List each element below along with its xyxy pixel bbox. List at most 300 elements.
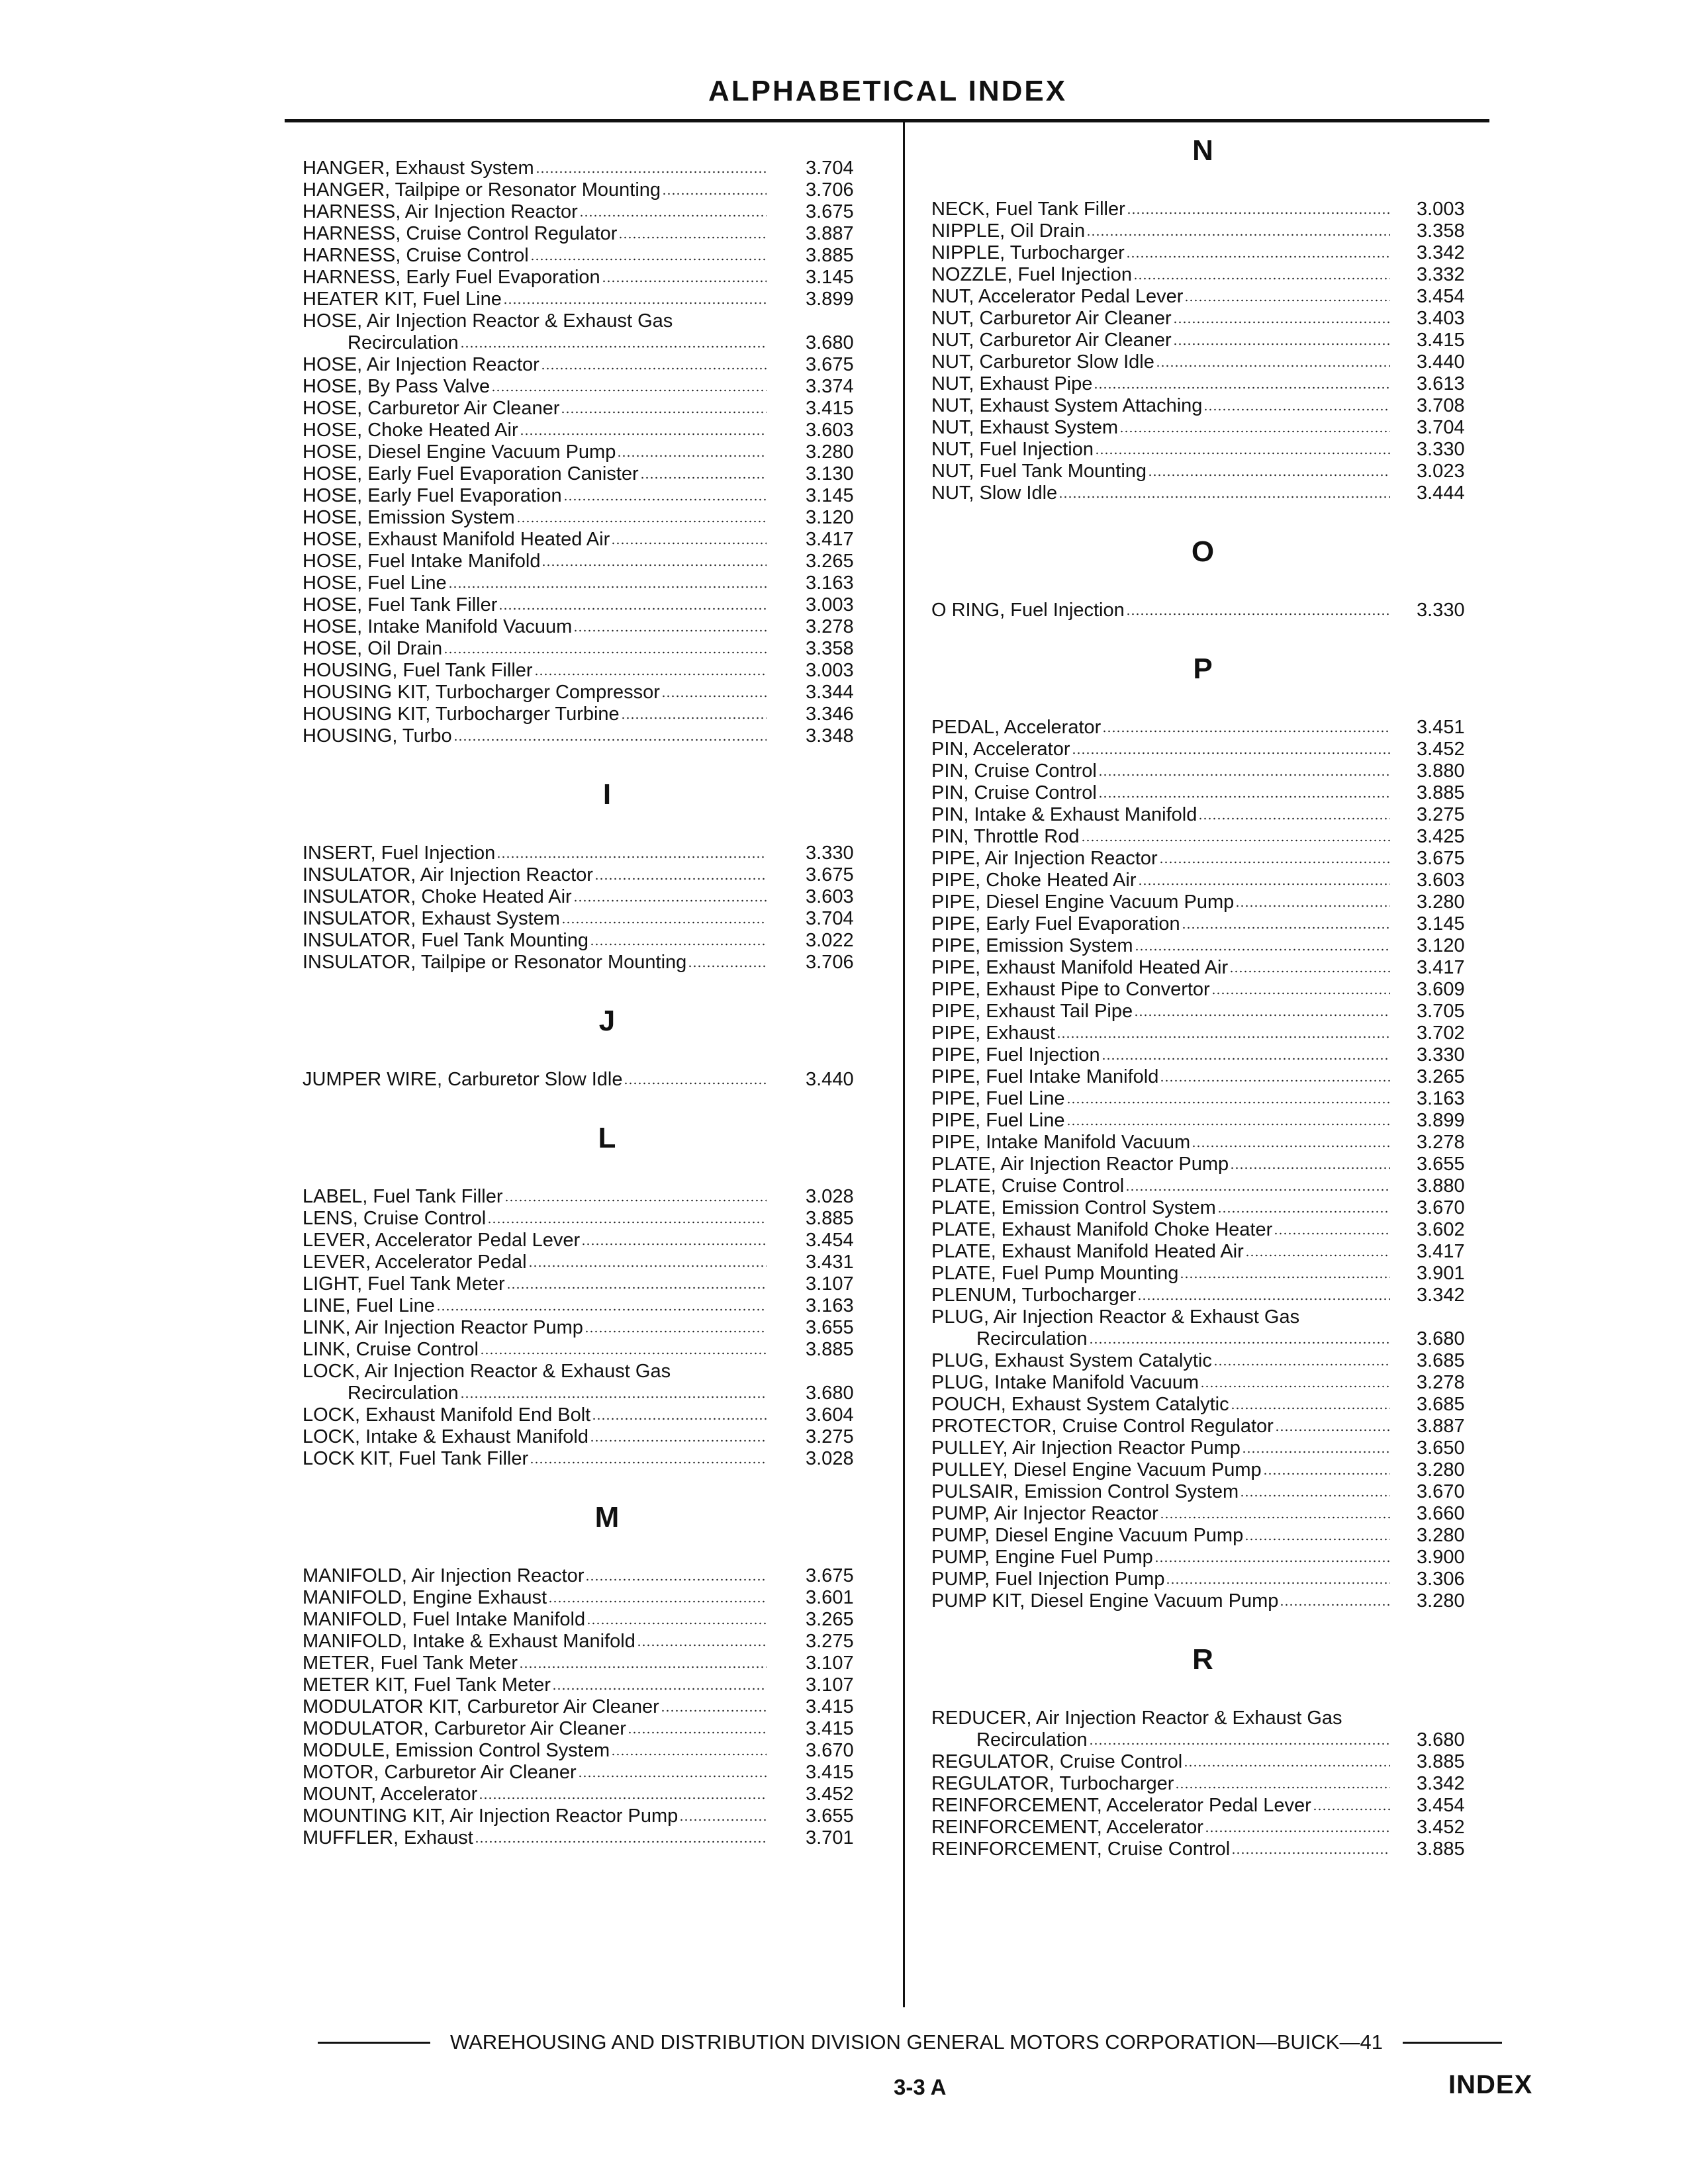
entry-text: REINFORCEMENT, Accelerator Pedal Lever [931,1795,1311,1816]
index-column-right [931,132,1489,1860]
index-entry-continuation [303,332,902,354]
leader-dots [498,607,767,611]
entry-text-continued: Recirculation [348,1383,459,1404]
entry-text: REGULATOR, Cruise Control [931,1751,1183,1772]
leader-dots [1081,839,1390,842]
index-entry [931,1459,1489,1481]
leader-dots [530,1461,767,1465]
entry-text: NUT, Exhaust System [931,417,1119,438]
leader-dots [1058,495,1390,499]
entry-page: 3.278 [1417,1132,1465,1153]
leader-dots [1089,1742,1390,1746]
entry-page: 3.431 [806,1251,854,1273]
entry-text: NIPPLE, Turbocharger [931,242,1125,263]
entry-page: 3.454 [1417,1795,1465,1816]
leader-dots [1066,1101,1391,1105]
entry-text: MOUNT, Accelerator [303,1784,478,1805]
leader-dots [579,214,767,218]
index-entry [303,842,902,864]
entry-text: REDUCER, Air Injection Reactor & Exhaust Gas [931,1707,1342,1729]
entry-page: 3.332 [1417,264,1465,285]
index-entry [303,1696,902,1718]
entry-page: 3.415 [806,398,854,419]
section-letter-r: R [1192,1643,1213,1676]
leader-dots [1173,342,1390,346]
entry-page: 3.415 [806,1762,854,1783]
index-entry [931,848,1489,870]
leader-dots [1133,277,1390,281]
title-rule [285,119,1489,122]
entry-text: HANGER, Exhaust System [303,158,534,179]
entry-page: 3.278 [1417,1372,1465,1393]
leader-dots [1274,1232,1390,1236]
leader-dots [1119,430,1390,433]
entry-page: 3.358 [1417,220,1465,242]
leader-dots [1098,773,1390,777]
leader-dots [1160,1079,1390,1083]
leader-dots [1126,255,1390,259]
entry-text: PLUG, Intake Manifold Vacuum [931,1372,1199,1393]
index-entry [303,1186,902,1208]
entry-page: 3.887 [1417,1416,1465,1437]
footer-rule-left [318,2042,430,2044]
index-entry [931,826,1489,848]
entry-page: 3.901 [1417,1263,1465,1284]
entry-page: 3.675 [806,354,854,375]
entry-text: HOSE, Early Fuel Evaporation Canister [303,463,639,484]
index-entry [303,1426,902,1448]
entry-text: MOUNTING KIT, Air Injection Reactor Pump [303,1805,679,1827]
leader-dots [1089,1341,1390,1345]
leader-dots [1134,1013,1390,1017]
index-entry [931,1154,1489,1175]
index-entry [931,1023,1489,1044]
index-entry [931,1197,1489,1219]
index-entry [931,1773,1489,1795]
entry-text: INSULATOR, Exhaust System [303,908,560,929]
leader-dots [534,672,767,676]
leader-dots [624,1081,767,1085]
entry-page: 3.452 [1417,1817,1465,1838]
index-entry [931,482,1489,504]
entry-text: PUMP KIT, Diesel Engine Vacuum Pump [931,1590,1279,1612]
leader-dots [1231,1406,1390,1410]
leader-dots [637,1643,767,1647]
index-entry [303,1448,902,1470]
index-entry [931,461,1489,482]
entry-text: MANIFOLD, Intake & Exhaust Manifold [303,1631,635,1652]
entry-page: 3.675 [806,1565,854,1586]
entry-page: 3.885 [806,1339,854,1360]
index-entry [303,1805,902,1827]
index-entry [931,1132,1489,1154]
footer-rule-right [1403,2042,1502,2044]
entry-page: 3.680 [1417,1729,1465,1751]
entry-text: MOTOR, Carburetor Air Cleaner [303,1762,577,1783]
leader-dots [1156,364,1390,368]
index-entry [931,1219,1489,1241]
entry-page: 3.601 [806,1587,854,1608]
entry-page: 3.265 [806,551,854,572]
entry-text: MANIFOLD, Air Injection Reactor [303,1565,585,1586]
leader-dots [1229,970,1390,974]
index-entry [931,1175,1489,1197]
index-entry [303,551,902,572]
leader-dots [1138,882,1391,886]
entry-text: MANIFOLD, Fuel Intake Manifold [303,1609,586,1630]
entry-page: 3.107 [806,1273,854,1295]
entry-text: NIPPLE, Oil Drain [931,220,1086,242]
entry-page: 3.330 [1417,600,1465,621]
entry-text: PUMP, Engine Fuel Pump [931,1547,1153,1568]
entry-page: 3.670 [806,1740,854,1761]
entry-text: HARNESS, Air Injection Reactor [303,201,578,222]
leader-dots [1166,1581,1390,1585]
index-entry [303,354,902,376]
index-entry [931,417,1489,439]
entry-text: HARNESS, Cruise Control Regulator [303,223,618,244]
leader-dots [1275,1428,1390,1432]
entry-text: O RING, Fuel Injection [931,600,1125,621]
entry-page: 3.880 [1417,1175,1465,1197]
entry-page: 3.348 [806,725,854,747]
leader-dots [1126,612,1390,616]
entry-page: 3.885 [1417,1839,1465,1860]
index-entry [303,1295,902,1317]
entry-page: 3.706 [806,179,854,201]
leader-dots [590,942,767,946]
entry-text: PULLEY, Air Injection Reactor Pump [931,1437,1241,1459]
index-entry [303,1273,902,1295]
section-letter-l: L [598,1122,616,1154]
leader-dots [491,388,767,392]
leader-dots [1242,1450,1390,1454]
index-entry-continuation [931,1328,1489,1350]
entry-page: 3.163 [1417,1088,1465,1109]
entry-text: PIN, Throttle Rod [931,826,1080,847]
index-entry [303,1339,902,1361]
entry-text: PLATE, Exhaust Manifold Choke Heater [931,1219,1273,1240]
entry-page: 3.425 [1417,826,1465,847]
index-entry [303,1674,902,1696]
entry-text: PULLEY, Diesel Engine Vacuum Pump [931,1459,1262,1480]
entry-text: METER KIT, Fuel Tank Meter [303,1674,551,1696]
index-entry [931,979,1489,1001]
leader-dots [1125,1188,1390,1192]
index-entry [931,373,1489,395]
entry-page: 3.028 [806,1186,854,1207]
entry-text: LOCK, Exhaust Manifold End Bolt [303,1404,591,1426]
entry-text: HOSE, Air Injection Reactor [303,354,539,375]
entry-page: 3.702 [1417,1023,1465,1044]
entry-page: 3.680 [1417,1328,1465,1349]
entry-text: PLATE, Air Injection Reactor Pump [931,1154,1229,1175]
leader-dots [530,257,767,261]
leader-dots [585,1330,767,1334]
entry-text: HOSE, Oil Drain [303,638,443,659]
column-divider [903,121,905,2007]
leader-dots [661,1709,767,1713]
entry-page: 3.280 [1417,1459,1465,1480]
entry-page: 3.609 [1417,979,1465,1000]
leader-dots [1198,817,1390,821]
entry-text: PULSAIR, Emission Control System [931,1481,1239,1502]
index-entry [303,267,902,289]
index-entry [931,1437,1489,1459]
entry-text: REINFORCEMENT, Cruise Control [931,1839,1231,1860]
entry-text: LOCK, Air Injection Reactor & Exhaust Gas [303,1361,671,1382]
entry-text: PLENUM, Turbocharger [931,1285,1137,1306]
entry-page: 3.330 [806,842,854,864]
entry-text: HOSE, Intake Manifold Vacuum [303,616,573,637]
entry-text: HOUSING KIT, Turbocharger Turbine [303,704,620,725]
leader-dots [1192,1144,1390,1148]
entry-text: INSULATOR, Choke Heated Air [303,886,572,907]
entry-page: 3.145 [1417,913,1465,934]
index-entry [303,201,902,223]
entry-text: MODULE, Emission Control System [303,1740,610,1761]
index-entry [303,158,902,179]
entry-text: MODULATOR KIT, Carburetor Air Cleaner [303,1696,659,1717]
entry-page: 3.107 [806,1674,854,1696]
entry-text: PUMP, Diesel Engine Vacuum Pump [931,1525,1244,1546]
entry-page: 3.650 [1417,1437,1465,1459]
leader-dots [1231,1851,1390,1855]
index-entry [931,1839,1489,1860]
index-entry [303,1565,902,1587]
entry-page: 3.451 [1417,717,1465,738]
entry-text: PIPE, Exhaust Manifold Heated Air [931,957,1229,978]
index-entry [931,330,1489,351]
index-entry [931,804,1489,826]
entry-page: 3.885 [1417,782,1465,803]
entry-text: LEVER, Accelerator Pedal Lever [303,1230,581,1251]
leader-dots [602,279,767,283]
entry-text: LEVER, Accelerator Pedal [303,1251,527,1273]
entry-page: 3.675 [806,201,854,222]
entry-page: 3.704 [1417,417,1465,438]
entry-page: 3.899 [806,289,854,310]
entry-page: 3.163 [806,572,854,594]
index-entry [931,242,1489,264]
entry-text: HOUSING, Turbo [303,725,452,747]
entry-page: 3.603 [806,886,854,907]
entry-text: HOSE, Carburetor Air Cleaner [303,398,560,419]
entry-page: 3.708 [1417,395,1465,416]
leader-dots [679,1818,767,1822]
entry-text: PEDAL, Accelerator [931,717,1102,738]
entry-text: HOSE, Choke Heated Air [303,420,518,441]
entry-page: 3.440 [806,1069,854,1090]
entry-page: 3.403 [1417,308,1465,329]
entry-text: PLUG, Exhaust System Catalytic [931,1350,1212,1371]
index-entry [303,1609,902,1631]
page-title: ALPHABETICAL INDEX [708,75,1068,107]
entry-text: HEATER KIT, Fuel Line [303,289,502,310]
entry-text: PROTECTOR, Cruise Control Regulator [931,1416,1274,1437]
leader-dots [503,301,767,305]
leader-dots [1184,298,1390,302]
leader-dots [561,410,767,414]
entry-text: PIN, Cruise Control [931,760,1097,782]
entry-text: POUCH, Exhaust System Catalytic [931,1394,1229,1415]
entry-page: 3.655 [1417,1154,1465,1175]
entry-page: 3.440 [1417,351,1465,373]
entry-page: 3.680 [806,332,854,353]
index-entry [931,1416,1489,1437]
entry-page: 3.706 [806,952,854,973]
leader-dots [479,1796,767,1800]
entry-page: 3.358 [806,638,854,659]
section-letter-j: J [598,1005,616,1037]
index-entry [931,1817,1489,1839]
leader-dots [581,1242,767,1246]
leader-dots [1240,1494,1390,1498]
entry-page: 3.003 [806,660,854,681]
leader-dots [1148,473,1390,477]
entry-text: PLATE, Exhaust Manifold Heated Air [931,1241,1244,1262]
leader-dots [585,1578,767,1582]
entry-page: 3.120 [1417,935,1465,956]
entry-text: HOSE, Fuel Line [303,572,447,594]
index-entry [303,1827,902,1849]
leader-dots [506,1286,767,1290]
entry-text: PIN, Intake & Exhaust Manifold [931,804,1197,825]
index-entry [931,891,1489,913]
index-entry [931,1569,1489,1590]
leader-dots [1313,1807,1390,1811]
leader-dots [1235,904,1390,908]
index-entry [931,760,1489,782]
index-entry [303,660,902,682]
index-entry [931,1263,1489,1285]
entry-page: 3.023 [1417,461,1465,482]
entry-page: 3.604 [806,1404,854,1426]
entry-text: LABEL, Fuel Tank Filler [303,1186,503,1207]
leader-dots [611,541,767,545]
entry-page: 3.280 [1417,1590,1465,1612]
entry-page: 3.603 [1417,870,1465,891]
index-entry [303,376,902,398]
entry-page: 3.280 [806,441,854,463]
entry-page: 3.003 [806,594,854,615]
section-letter-i: I [602,778,612,811]
entry-text: PIPE, Exhaust Tail Pipe [931,1001,1133,1022]
leader-dots [1203,408,1390,412]
entry-text: NECK, Fuel Tank Filler [931,199,1125,220]
entry-text: LINE, Fuel Line [303,1295,435,1316]
section-label: INDEX [1448,2070,1533,2099]
entry-page: 3.452 [806,1784,854,1805]
leader-dots [563,498,767,502]
index-entry [303,1587,902,1609]
leader-dots [448,585,767,589]
entry-page: 3.880 [1417,760,1465,782]
index-entry [303,420,902,441]
leader-dots [548,1600,767,1604]
index-entry [303,682,902,704]
index-entry [931,782,1489,804]
index-entry [931,1481,1489,1503]
index-entry [931,1394,1489,1416]
entry-page: 3.680 [806,1383,854,1404]
entry-text: PIPE, Emission System [931,935,1133,956]
index-entry [931,1795,1489,1817]
entry-page: 3.454 [806,1230,854,1251]
entry-page: 3.374 [806,376,854,397]
leader-dots [1173,320,1390,324]
entry-page: 3.275 [806,1631,854,1652]
entry-text: MODULATOR, Carburetor Air Cleaner [303,1718,626,1739]
entry-text: PIPE, Exhaust Pipe to Convertor [931,979,1210,1000]
entry-text: HOSE, Diesel Engine Vacuum Pump [303,441,616,463]
entry-page: 3.145 [806,267,854,288]
entry-text: NUT, Fuel Tank Mounting [931,461,1147,482]
entry-page: 3.670 [1417,1197,1465,1218]
entry-page: 3.454 [1417,286,1465,307]
entry-text: METER, Fuel Tank Meter [303,1653,518,1674]
leader-dots [519,1665,767,1669]
footer [318,2030,1523,2054]
entry-page: 3.330 [1417,439,1465,460]
entry-page: 3.704 [806,158,854,179]
entry-page: 3.028 [806,1448,854,1469]
index-entry [303,1762,902,1784]
leader-dots [504,1199,767,1203]
leader-dots [662,192,767,196]
index-entry [303,1230,902,1251]
index-entry [931,1066,1489,1088]
entry-text: PIPE, Choke Heated Air [931,870,1137,891]
index-entry [303,1208,902,1230]
entry-text: LENS, Cruise Control [303,1208,487,1229]
index-entry [303,1718,902,1740]
leader-dots [586,1621,767,1625]
entry-page: 3.278 [806,616,854,637]
entry-page: 3.417 [1417,1241,1465,1262]
leader-dots [1154,1559,1390,1563]
entry-page: 3.344 [806,682,854,703]
leader-dots [1211,991,1390,995]
leader-dots [460,345,767,349]
index-entry [931,1503,1489,1525]
leader-dots [1102,1057,1390,1061]
entry-text: HOSE, Fuel Tank Filler [303,594,498,615]
index-entry [303,310,902,332]
entry-page: 3.130 [806,463,854,484]
entry-text: PLATE, Cruise Control [931,1175,1125,1197]
entry-text: INSULATOR, Tailpipe or Resonator Mounting [303,952,687,973]
index-entry [931,739,1489,760]
leader-dots [1245,1253,1390,1257]
leader-dots [1056,1035,1390,1039]
index-entry [931,220,1489,242]
entry-text: INSULATOR, Air Injection Reactor [303,864,593,886]
index-entry [931,1590,1489,1612]
entry-text: NOZZLE, Fuel Injection [931,264,1132,285]
index-entry [931,870,1489,891]
entry-page: 3.613 [1417,373,1465,394]
entry-text: PLUG, Air Injection Reactor & Exhaust Gas [931,1306,1300,1328]
entry-page: 3.022 [806,930,854,951]
leader-dots [628,1731,767,1735]
index-entry [303,179,902,201]
entry-page: 3.120 [806,507,854,528]
entry-page: 3.275 [1417,804,1465,825]
entry-text: HOUSING KIT, Turbocharger Compressor [303,682,660,703]
index-entry [931,1751,1489,1773]
index-entry [303,1784,902,1805]
